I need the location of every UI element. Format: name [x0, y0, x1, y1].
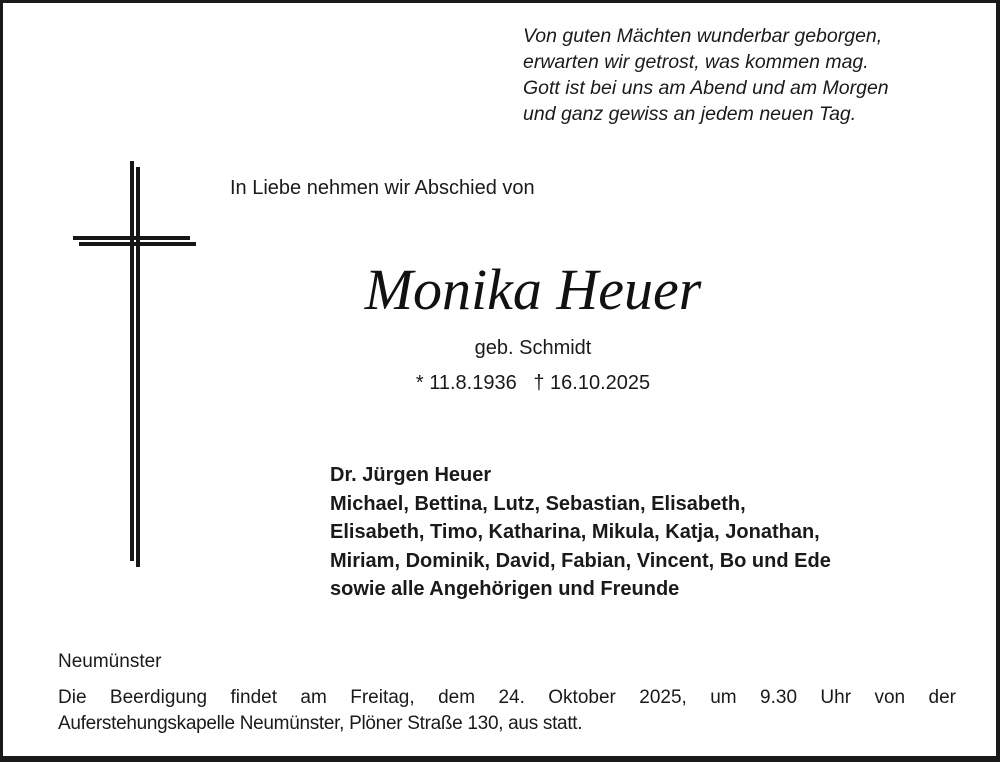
funeral-word: Die	[58, 687, 87, 708]
funeral-notice	[58, 685, 956, 737]
poem-line: erwarten wir getrost, was kommen mag.	[523, 51, 869, 73]
cross-horizontal-bar	[79, 242, 196, 246]
mourner-line: Elisabeth, Timo, Katharina, Mikula, Katja, Jonathan,	[330, 521, 820, 543]
funeral-word: 2025,	[639, 687, 687, 708]
birth-name: geb. Schmidt	[474, 337, 592, 359]
funeral-word: Beerdigung	[109, 687, 208, 708]
poem-line: Von guten Mächten wunderbar geborgen,	[523, 25, 883, 47]
funeral-line-1	[58, 685, 956, 711]
mourner-line: Miriam, Dominik, David, Fabian, Vincent, Bo und Ede	[330, 549, 831, 572]
funeral-word: um	[710, 687, 737, 708]
cross-vertical-bar	[130, 161, 134, 561]
poem	[523, 23, 889, 127]
funeral-word: findet	[230, 687, 278, 708]
funeral-word: Oktober	[548, 687, 616, 708]
deceased-name: Monika Heuer	[364, 257, 702, 322]
intro-text: In Liebe nehmen wir Abschied von	[230, 177, 535, 199]
cross-horizontal-bar	[73, 236, 190, 240]
funeral-word: am	[300, 687, 327, 708]
mourners-list	[330, 461, 831, 604]
mourner-line: Dr. Jürgen Heuer	[330, 464, 492, 486]
mourner-line: Michael, Bettina, Lutz, Sebastian, Elisabeth,	[330, 492, 746, 515]
mourner-line: sowie alle Angehörigen und Freunde	[330, 578, 680, 600]
poem-line: Gott ist bei uns am Abend und am Morgen	[523, 77, 889, 99]
obituary-card	[3, 3, 996, 756]
life-dates: * 11.8.1936 † 16.10.2025	[415, 372, 651, 394]
funeral-word: der	[928, 687, 956, 708]
funeral-word: Freitag,	[350, 687, 415, 708]
funeral-word: 9.30	[760, 687, 798, 708]
cross-vertical-bar	[136, 167, 140, 567]
funeral-line-2: Auferstehungskapelle Neumünster, Plöner Straße 130, aus statt.	[58, 713, 583, 734]
funeral-word: 24.	[498, 687, 525, 708]
funeral-word: dem	[438, 687, 476, 708]
poem-line: und ganz gewiss an jedem neuen Tag.	[523, 103, 857, 125]
place: Neumünster	[58, 651, 162, 672]
funeral-word: Uhr	[820, 687, 852, 708]
funeral-word: von	[874, 687, 906, 708]
